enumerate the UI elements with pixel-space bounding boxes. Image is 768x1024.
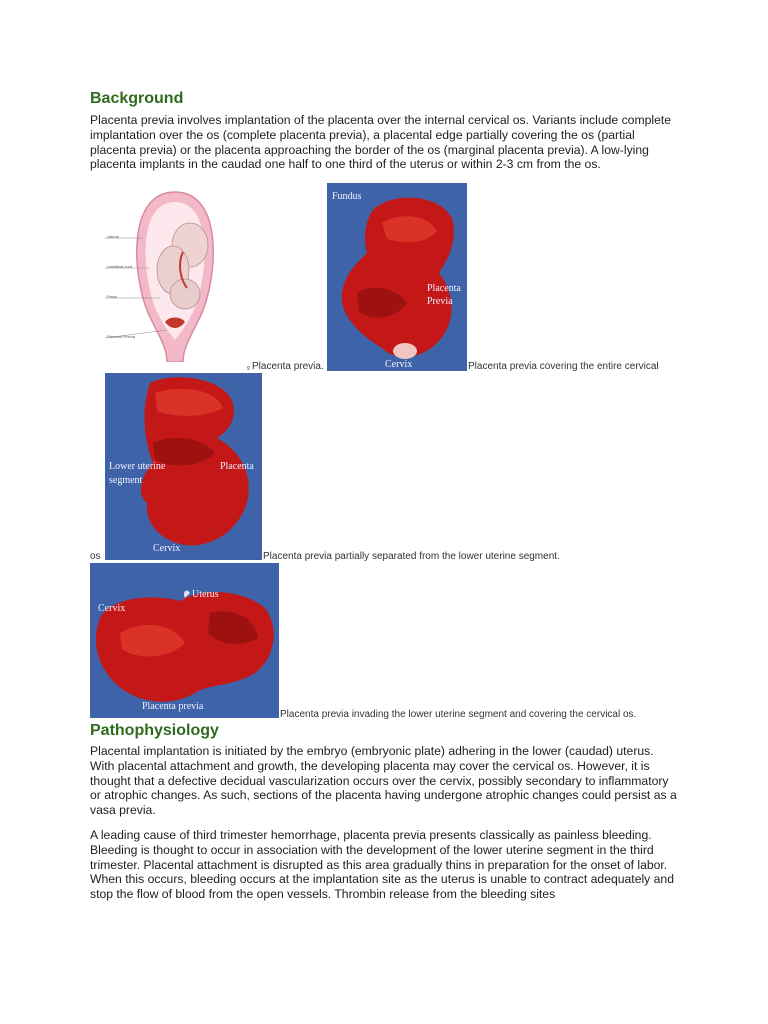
pathophysiology-paragraph-2: A leading cause of third trimester hemorrhage, placenta previa presents classically as painless bleeding. Bleeding is thought to occur in association with the development of the lower uterine segment in the third trimester. Placental attachment is disrupted as this area gradually thins in preparation for the onset of labor. When this occurs, bleeding occurs at the implantation site as the uterus is unable to contract adequately and stop the flow of blood from the open vessels. Thrombin release from the bleeding sites: [90, 828, 674, 902]
photo3-label-placenta-previa: Placenta previa: [142, 701, 204, 712]
photo2-caption-prefix: os: [90, 551, 101, 562]
photo1-label-fundus: Fundus: [332, 191, 362, 202]
photo2-caption: Placenta previa partially separated from the lower uterine segment.: [263, 551, 560, 562]
diagram-label-placenta-previa: Placenta Previa: [107, 334, 136, 339]
photo2-label-placenta: Placenta: [220, 461, 254, 472]
photo-partial-separation: [105, 373, 262, 560]
pathophysiology-heading: Pathophysiology: [90, 722, 219, 739]
photo-complete-previa: [327, 183, 467, 371]
photo2-label-lower-uterine: Lower uterine: [109, 461, 166, 472]
photo-invading-previa: [90, 563, 279, 718]
diagram-label-uterus: Uterus: [107, 234, 119, 239]
photo3-caption: Placenta previa invading the lower uterine segment and covering the cervical os.: [280, 709, 637, 720]
photo2-label-segment: segment: [109, 475, 143, 486]
photo3-label-uterus: Uterus: [192, 589, 219, 600]
background-heading: Background: [90, 90, 184, 107]
photo1-label-placenta: Placenta: [427, 283, 461, 294]
photo1-caption: Placenta previa covering the entire cervical: [468, 361, 659, 372]
diagram-caption: Placenta previa.: [252, 361, 324, 372]
photo-complete-previa-tissue: [327, 183, 467, 371]
diagram-marker: 9: [247, 366, 250, 372]
diagram-label-umbilical-cord: Umbilical cord: [107, 264, 133, 269]
photo1-label-cervix: Cervix: [385, 359, 413, 370]
diagram-label-fetus: Fetus: [107, 294, 118, 299]
photo-invading-previa-tissue: [90, 563, 279, 718]
photo3-label-cervix: Cervix: [98, 603, 126, 614]
photo2-label-cervix: Cervix: [153, 543, 181, 554]
pathophysiology-paragraph-1: Placental implantation is initiated by the embryo (embryonic plate) adhering in the lower (caudad) uterus. With placental attachment and growth, the developing placenta may cover the cervical os. However, it is thought that a defective decidual vascularization occurs over the cervix, possibly secondary to inflammatory or atrophic changes. As such, sections of the placenta having undergone atrophic changes could persist as a vasa previa.: [90, 744, 677, 818]
photo1-label-previa: Previa: [427, 296, 453, 307]
uterus-diagram: [105, 190, 245, 362]
background-paragraph: Placenta previa involves implantation of the placenta over the internal cervical os. Variants include complete implantation over the os (complete placenta previa), a placental edge partially covering the os (partial placenta previa) or the placenta approaching the border of the os (marginal placenta previa). A low-lying placenta implants in the caudad one half to one third of the uterus or within 2-3 cm from the os.: [90, 113, 672, 172]
